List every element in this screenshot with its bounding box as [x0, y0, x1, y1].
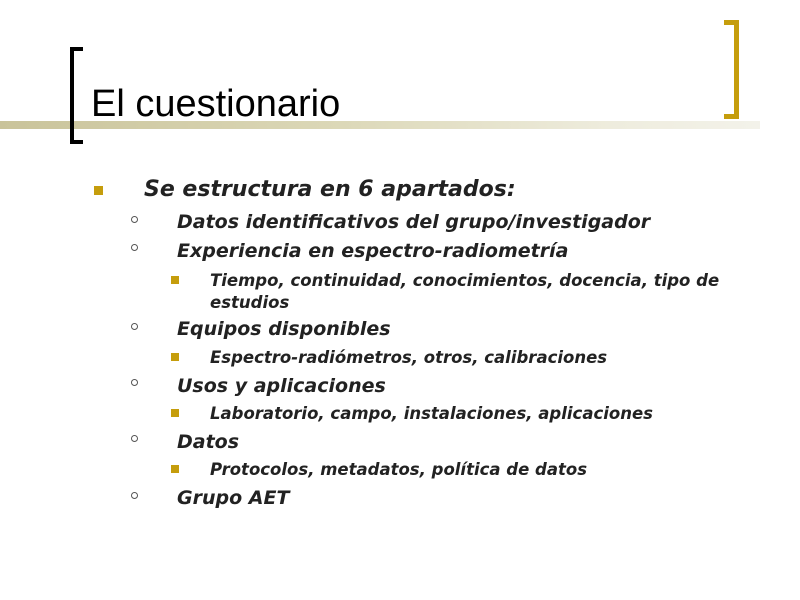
section-label: Equipos disponibles: [177, 318, 391, 340]
square-bullet-icon: [171, 276, 179, 284]
circle-bullet-icon: [131, 216, 138, 223]
square-bullet-icon: [171, 409, 179, 417]
section-label: Datos: [177, 431, 240, 453]
section-detail: Tiempo, continuidad, conocimientos, docencia, tipo de estudios: [210, 271, 720, 312]
right-bracket-icon: [724, 20, 739, 119]
circle-bullet-icon: [131, 379, 138, 386]
left-bracket-icon: [70, 47, 83, 144]
slide-title: El cuestionario: [91, 83, 341, 125]
circle-bullet-icon: [131, 435, 138, 442]
section-label: Datos identificativos del grupo/investigador: [177, 211, 651, 233]
section-label: Grupo AET: [177, 487, 290, 509]
circle-bullet-icon: [131, 492, 138, 499]
main-point: Se estructura en 6 apartados:: [144, 177, 516, 202]
section-detail: Protocolos, metadatos, política de datos: [210, 460, 588, 479]
section-detail: Laboratorio, campo, instalaciones, aplicaciones: [210, 404, 653, 423]
circle-bullet-icon: [131, 244, 138, 251]
square-bullet-icon: [171, 465, 179, 473]
section-label: Experiencia en espectro-radiometría: [177, 240, 569, 262]
square-bullet-icon: [94, 186, 103, 195]
circle-bullet-icon: [131, 323, 138, 330]
section-label: Usos y aplicaciones: [177, 375, 386, 397]
section-detail: Espectro-radiómetros, otros, calibraciones: [210, 348, 608, 367]
square-bullet-icon: [171, 353, 179, 361]
